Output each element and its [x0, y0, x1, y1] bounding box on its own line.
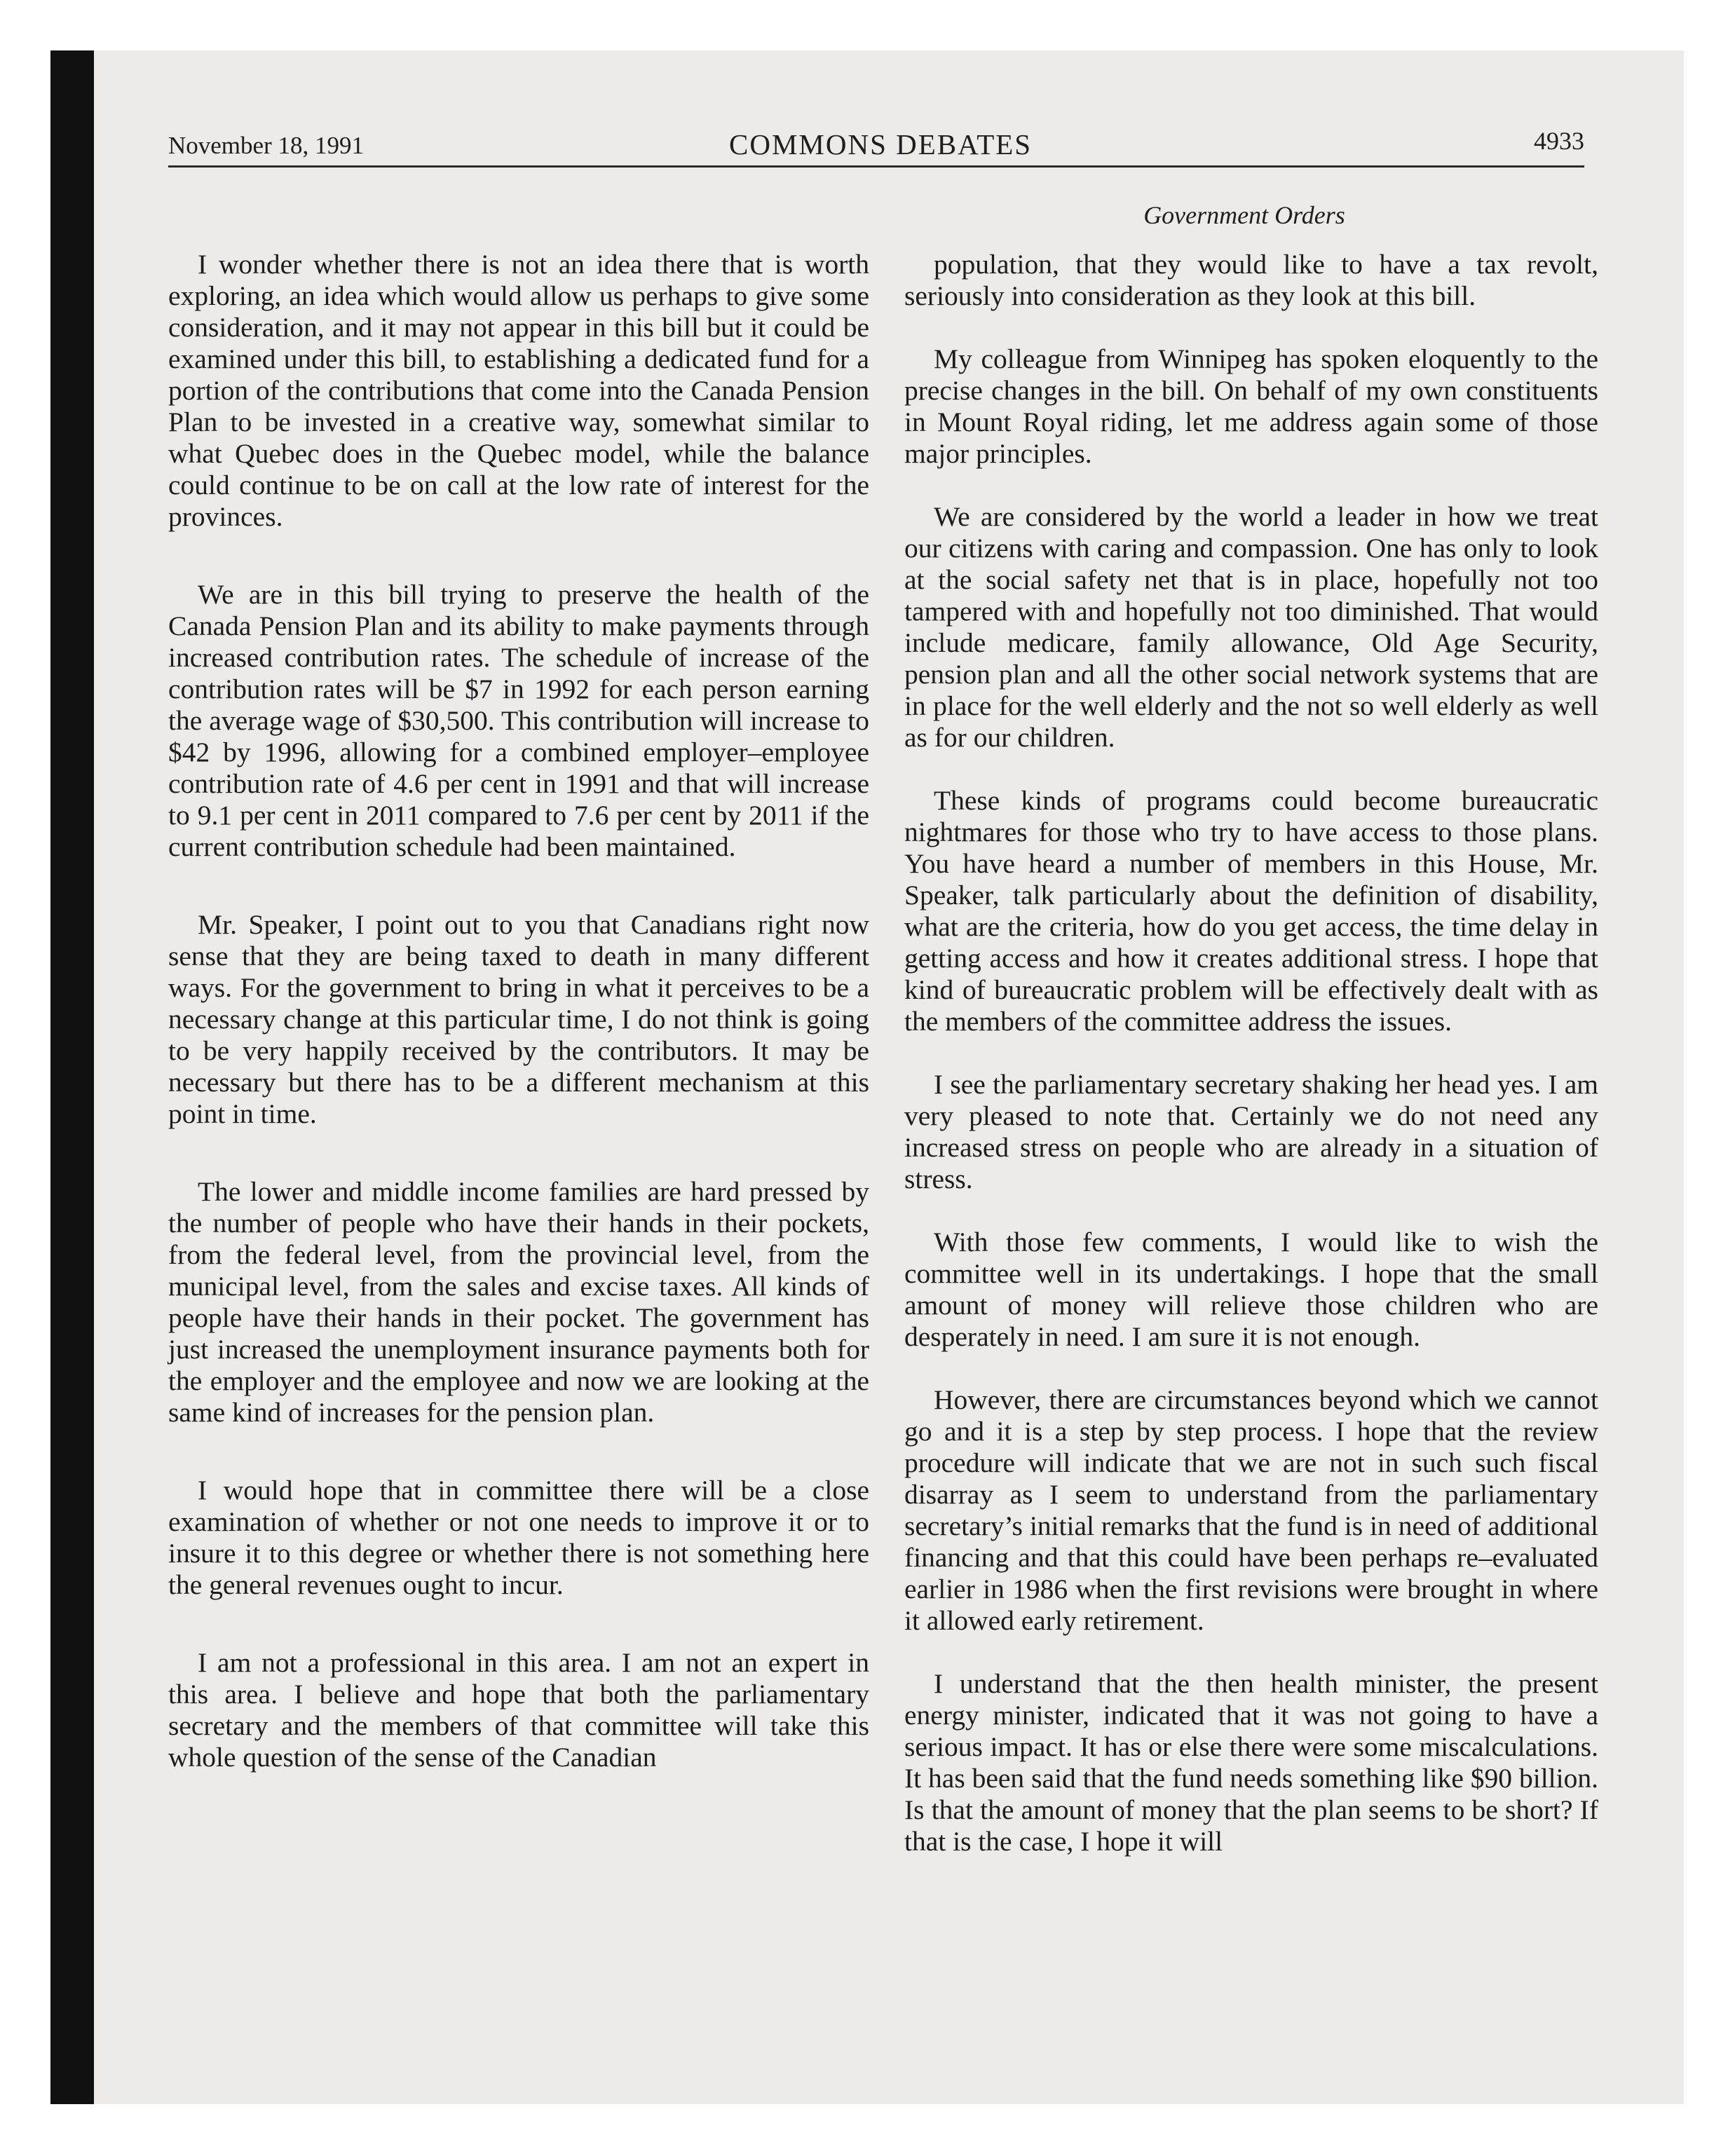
section-label: Government Orders: [1143, 201, 1345, 229]
paragraph: I am not a professional in this area. I am not an expert in this area. I believe and hope that both the parliamentary secretary and the members of that committee will take this whole question of the sense of the Canadian: [168, 1647, 869, 1773]
page-header: [168, 119, 1584, 168]
paragraph: However, there are circumstances beyond which we cannot go and it is a step by step process. I hope that the review procedure will indicate that we are not in such such fiscal disarray as I seem to understand from the parliamentary secretary’s initial remarks that the fund is in need of additional financing and that this could have been perhaps re–evaluated earlier in 1986 when the first revisions were brought in where it allowed early retirement.: [904, 1384, 1598, 1636]
scan-edge-bar: [50, 50, 94, 2104]
paragraph: The lower and middle income families are hard pressed by the number of people who have their hands in their pockets, from the federal level, from the provincial level, from the municipal level, from the sales and excise taxes. All kinds of people have their hands in their pocket. The government has just increased the unemployment insurance payments both for the employer and the employee and now we are looking at the same kind of increases for the pension plan.: [168, 1176, 869, 1428]
paragraph: These kinds of programs could become bureaucratic nightmares for those who try to have access to those plans. You have heard a number of members in this House, Mr. Speaker, talk particularly about the definition of disability, what are the criteria, how do you get access, the time delay in getting access and how it creates additional stress. I hope that kind of bureaucratic problem will be effectively dealt with as the members of the committee address the issues.: [904, 785, 1598, 1037]
header-title: COMMONS DEBATES: [729, 128, 1033, 161]
paragraph: Mr. Speaker, I point out to you that Canadians right now sense that they are being taxed to death in many different ways. For the government to bring in what it perceives to be a necessary change at this particular time, I do not think is going to be very happily received by the contributors. It may be necessary but there has to be a different mechanism at this point in time.: [168, 909, 869, 1129]
header-rule: [168, 165, 1584, 168]
paragraph: I would hope that in committee there will be a close examination of whether or not one needs to improve it or to insure it to this degree or whether there is not something here the general revenues ought to incur.: [168, 1475, 869, 1600]
paragraph: population, that they would like to have a tax revolt, seriously into consideration as they look at this bill.: [904, 249, 1598, 311]
paragraph: With those few comments, I would like to wish the committee well in its undertakings. I hope that the small amount of money will relieve those children who are desperately in need. I am sure it is not enough.: [904, 1227, 1598, 1352]
page-number: 4933: [1534, 127, 1584, 155]
left-column: [168, 249, 869, 1773]
header-date: November 18, 1991: [168, 132, 364, 159]
paragraph: We are in this bill trying to preserve the health of the Canada Pension Plan and its ability to make payments through increased contribution rates. The schedule of increase of the contribution rates will be $7 in 1992 for each person earning the average wage of $30,500. This contribution will increase to $42 by 1996, allowing for a combined employer–employee contribution rate of 4.6 per cent in 1991 and that will increase to 9.1 per cent in 2011 compared to 7.6 per cent by 2011 if the current contribution schedule had been maintained.: [168, 579, 869, 862]
paragraph: I wonder whether there is not an idea there that is worth exploring, an idea which would allow us perhaps to give some consideration, and it may not appear in this bill but it could be examined under this bill, to establishing a dedicated fund for a portion of the contributions that come into the Canada Pension Plan to be invested in a creative way, somewhat similar to what Quebec does in the Quebec model, while the balance could continue to be on call at the low rate of interest for the provinces.: [168, 249, 869, 532]
right-column: [904, 249, 1598, 1857]
paragraph: We are considered by the world a leader in how we treat our citizens with caring and compassion. One has only to look at the social safety net that is in place, hopefully not too tampered with and hopefully not too diminished. That would include medicare, family allowance, Old Age Security, pension plan and all the other social network systems that are in place for the well elderly and the not so well elderly as well as for our children.: [904, 501, 1598, 753]
paragraph: My colleague from Winnipeg has spoken eloquently to the precise changes in the bill. On behalf of my own constituents in Mount Royal riding, let me address again some of those major principles.: [904, 343, 1598, 469]
paragraph: I see the parliamentary secretary shaking her head yes. I am very pleased to note that. Certainly we do not need any increased stress on people who are already in a situation of stress.: [904, 1069, 1598, 1194]
paragraph: I understand that the then health minister, the present energy minister, indicated that it was not going to have a serious impact. It has or else there were some miscalculations. It has been said that the fund needs something like $90 billion. Is that the amount of money that the plan seems to be short? If that is the case, I hope it will: [904, 1668, 1598, 1857]
